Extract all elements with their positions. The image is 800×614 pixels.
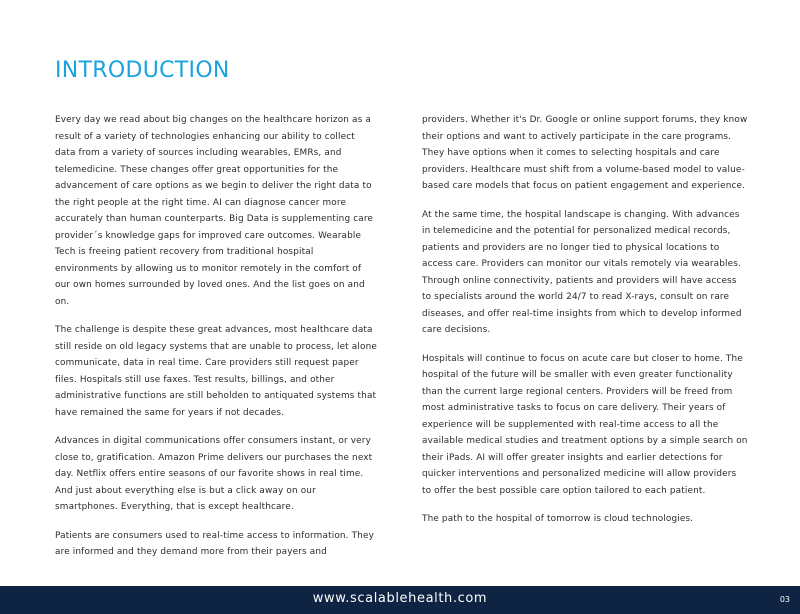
footer-url[interactable]: www.scalablehealth.com [312, 591, 488, 606]
right-column [422, 112, 748, 540]
providers-paragraph: providers. Whether it's Dr. Google or online support forums, they know their options and want to actively participate in the care programs. They have options when it comes to selecting hospitals and care providers. Healthcare must shift from a volume-based model to value-based care models that focus on patient engagement and experience. [422, 115, 748, 191]
intro-paragraph: Every day we read about big changes on the healthcare horizon as a result of a variety of technologies enhancing our ability to collect data from a variety of sources including wearables, EMRs, and telemedicine. These changes offer great opportunities for the advancement of care options as we begin to deliver the right data to the right people at the right time. AI can diagnose cancer more accurately than human counterparts. Big Data is supplementing care provider´s knowledge gaps for improved care outcomes. Wearable Tech is freeing patient recovery from traditional hospital environments by allowing us to monitor remotely in the comfort of our own homes surrounded by loved ones. And the list goes on and on. [55, 115, 374, 307]
hospital-landscape-paragraph: At the same time, the hospital landscape is changing. With advances in telemedicine and the potential for personalized medical records, patients and providers are no longer tied to physical locations to access care. Providers can monitor our vitals remotely via wearables. Through online connectivity, patients and providers will have access to specialists around the world 24/7 to read X-rays, consult on rare diseases, and offer real-time insights from which to develop informed care decisions. [422, 209, 742, 335]
patients-consumers-paragraph: Patients are consumers used to real-time access to information. They are informed and they demand more from their payers and [55, 530, 374, 557]
page-title: INTRODUCTION [55, 58, 230, 83]
left-column [55, 112, 377, 573]
footer-bar [0, 586, 800, 614]
digital-communications-paragraph: Advances in digital communications offer consumers instant, or very close to, gratification. Amazon Prime delivers our purchases the next day. Netflix offers entire seasons of our favorite shows in real time. And just about everything else is but a click away on our smartphones. Everything, that is except healthcare. [55, 436, 373, 512]
hospital-future-paragraph: Hospitals will continue to focus on acute care but closer to home. The hospital of the future will be smaller with even greater functionality than the current large regional centers. Providers will be freed from most administrative tasks to focus on care delivery. Their years of experience will be supplemented with real-time access to all the available medical studies and treatment options by a simple search on their iPads. AI will offer greater insights and earlier detections for quicker interventions and personalized medicine will allow providers to offer the best possible care option tailored to each patient. [422, 353, 748, 496]
cloud-path-paragraph: The path to the hospital of tomorrow is cloud technologies. [422, 514, 694, 524]
page-number: 03 [779, 595, 790, 604]
challenge-paragraph: The challenge is despite these great advances, most healthcare data still reside on old legacy systems that are unable to process, let alone communicate, data in real time. Care providers still request paper files. Hospitals still use faxes. Test results, billings, and other administrative functions are still beholden to antiquated systems that have remained the same for years if not decades. [55, 325, 377, 418]
